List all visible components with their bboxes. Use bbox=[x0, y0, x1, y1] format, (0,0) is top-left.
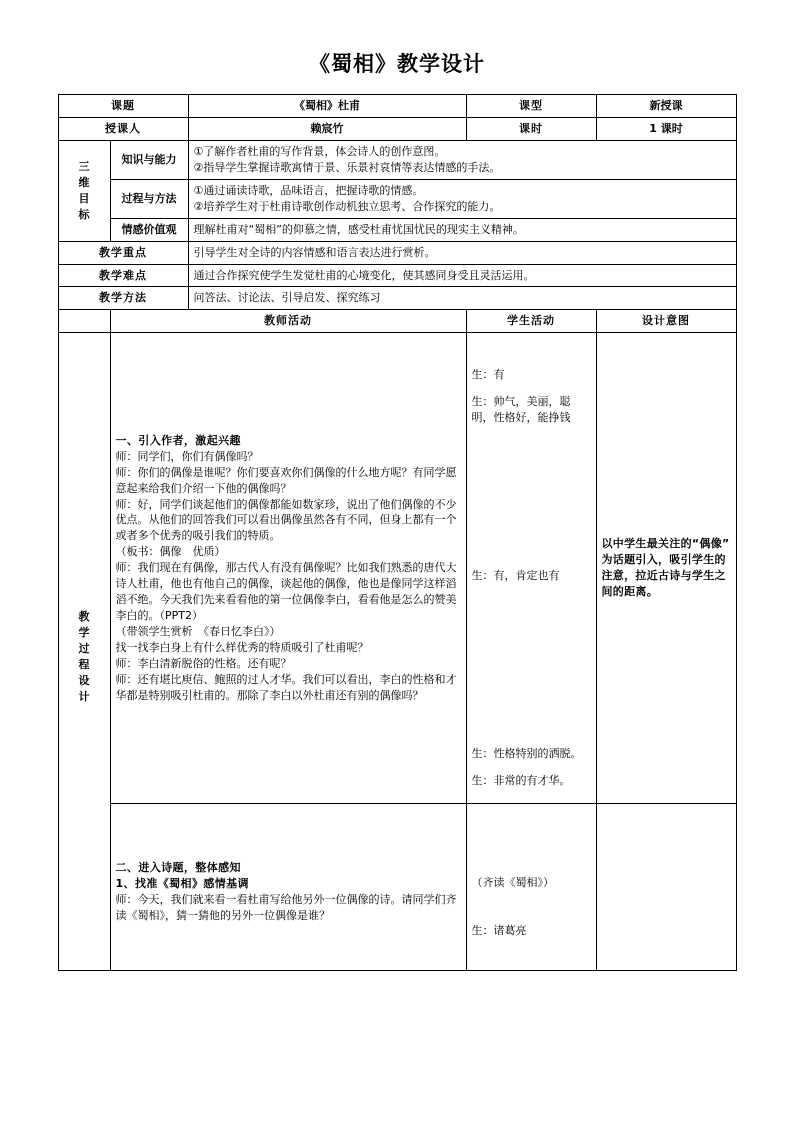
vert-char-3: 程 bbox=[78, 657, 90, 671]
objective-line: ②培养学生对于杜甫诗歌创作动机独立思考、合作探究的能力。 bbox=[193, 199, 501, 213]
objective-line: ②指导学生掌握诗歌寓情于景、乐景衬哀情等表达情感的手法。 bbox=[193, 160, 501, 174]
table-row-teacher bbox=[58, 117, 736, 140]
vert-char-3: 标 bbox=[78, 207, 90, 221]
teacher-paragraph: 师：同学们，你们有偶像吗？ bbox=[115, 449, 259, 463]
table-row-process-header bbox=[58, 310, 736, 333]
vert-char-2: 过 bbox=[78, 641, 90, 655]
student-spacer bbox=[472, 655, 591, 675]
objective-line: ①通过诵读诗歌，品味语言，把握诗歌的情感。 bbox=[193, 183, 424, 197]
teacher-paragraph: （板书：偶像 优质） bbox=[115, 545, 226, 559]
teacher-paragraph: （带领学生赏析 《春日忆李白》） bbox=[115, 625, 281, 639]
teacher-paragraph: 师：我们现在有偶像，那古代人有没有偶像呢？比如我们熟悉的唐代大诗人杜甫，他也有他自己的偶像，谈起他的偶像，他也是像同学这样滔滔不绝。今天我们先来看看他的第一位偶像李白，看看他是怎么的赞美李白的。（PPT2） bbox=[115, 561, 457, 623]
label-teaching-difficulty: 教学难点 bbox=[58, 264, 188, 287]
student-spacer bbox=[472, 457, 591, 477]
objective-line: 理解杜甫对“蜀相”的仰慕之情，感受杜甫忧国忧民的现实主义精神。 bbox=[193, 222, 524, 236]
student-line: 生：有 bbox=[471, 368, 505, 382]
label-process-method: 过程与方法 bbox=[110, 179, 188, 218]
teacher-paragraph: 师：你们的偶像是谁呢？你们要喜欢你们偶像的什么地方呢？有同学愿意起来给我们介绍一下他的偶像吗？ bbox=[115, 465, 457, 495]
table-row-key-point bbox=[58, 241, 736, 264]
student-spacer bbox=[472, 336, 591, 356]
value-period: 1 课时 bbox=[596, 117, 736, 140]
vert-char-2: 目 bbox=[78, 191, 90, 205]
label-subject: 课题 bbox=[58, 95, 188, 118]
value-knowledge-ability bbox=[188, 140, 736, 179]
vert-char-1: 学 bbox=[78, 625, 90, 639]
student-spacer bbox=[472, 635, 591, 655]
student-spacer bbox=[472, 437, 591, 457]
label-teacher: 授课人 bbox=[58, 117, 188, 140]
label-emotion-values: 情感价值观 bbox=[110, 218, 188, 241]
design-intent-section-one: 以中学生最关注的“偶像”为话题引入，吸引学生的注意，拉近古诗与学生之间的距离。 bbox=[596, 333, 736, 804]
student-line: 生：非常的有才华。 bbox=[471, 774, 571, 788]
student-spacer bbox=[472, 695, 591, 715]
table-row-process-section-one bbox=[58, 333, 736, 804]
value-teaching-method: 问答法、讨论法、引导启发、探究练习 bbox=[188, 287, 736, 310]
label-three-dimensional-objectives bbox=[58, 140, 110, 241]
student-line: 生：帅气，美丽，聪明，性格好，能挣钱 bbox=[471, 395, 571, 425]
student-spacer bbox=[472, 537, 591, 557]
student-spacer bbox=[472, 477, 591, 497]
table-row-process-section-two bbox=[58, 804, 736, 971]
objective-line: ①了解作者杜甫的写作背景，体会诗人的创作意图。 bbox=[193, 144, 446, 158]
teacher-paragraph: 师：还有堪比庾信、鲍照的过人才华。我们可以看出，李白的性格和才华都是特别吸引杜甫的。那除了李白以外杜甫还有别的偶像吗？ bbox=[115, 672, 457, 702]
teacher-paragraph: 找一找李白身上有什么样优秀的特质吸引了杜甫呢？ bbox=[115, 640, 369, 654]
process-header-spacer bbox=[58, 310, 110, 333]
student-activity-section-two bbox=[466, 804, 596, 971]
teacher-activity-section-two bbox=[110, 804, 466, 971]
table-row-objective-values bbox=[58, 218, 736, 241]
header-design-intent: 设计意图 bbox=[596, 310, 736, 333]
teacher-paragraph: 师：好，同学们谈起他们的偶像都能如数家珍，说出了他们偶像的不少优点。从他们的回答我们可以看出偶像虽然各有不同，但身上都有一个或者多个优秀的吸引我们的特质。 bbox=[115, 497, 457, 543]
table-row-subject bbox=[58, 95, 736, 118]
student-spacer bbox=[472, 517, 591, 537]
vert-char-4: 设 bbox=[78, 673, 90, 687]
page-title: 《蜀相》教学设计 bbox=[309, 51, 485, 76]
label-period: 课时 bbox=[466, 117, 596, 140]
value-teaching-difficulty: 通过合作探究使学生发觉杜甫的心境变化，使其感同身受且灵活运用。 bbox=[188, 264, 736, 287]
student-spacer bbox=[472, 675, 591, 695]
section-subheading: 1、找准《蜀相》感情基调 bbox=[115, 877, 249, 891]
value-teacher: 赖宸竹 bbox=[188, 117, 466, 140]
label-teaching-key-point: 教学重点 bbox=[58, 241, 188, 264]
vert-spacer bbox=[64, 599, 105, 609]
label-lesson-type: 课型 bbox=[466, 95, 596, 118]
vert-char-0: 教 bbox=[78, 609, 90, 623]
student-spacer bbox=[472, 497, 591, 517]
header-teacher-activity: 教师活动 bbox=[110, 310, 466, 333]
student-line: 生：有，肯定也有 bbox=[471, 569, 560, 583]
student-activity-section-one bbox=[466, 333, 596, 804]
student-spacer bbox=[472, 844, 591, 864]
student-line: （齐读《蜀相》） bbox=[471, 876, 554, 890]
label-teaching-method: 教学方法 bbox=[58, 287, 188, 310]
vert-char-1: 维 bbox=[78, 175, 90, 189]
table-row-difficulty bbox=[58, 264, 736, 287]
design-intent-section-two bbox=[596, 804, 736, 971]
vert-char-0: 三 bbox=[78, 159, 90, 173]
value-teaching-key-point: 引导学生对全诗的内容情感和语言表达进行赏析。 bbox=[188, 241, 736, 264]
section-spacer bbox=[116, 850, 461, 860]
value-subject: 《蜀相》杜甫 bbox=[188, 95, 466, 118]
teacher-paragraph: 师：李白清新脱俗的性格。还有呢？ bbox=[115, 656, 292, 670]
vert-char-5: 计 bbox=[78, 689, 90, 703]
student-spacer bbox=[472, 595, 591, 615]
student-line: 生：性格特别的洒脱。 bbox=[471, 747, 582, 761]
value-emotion-values bbox=[188, 218, 736, 241]
teacher-paragraph: 师：今天，我们就来看一看杜甫写给他另外一位偶像的诗。请同学们齐读《蜀相》，猜一猜他的另外一位偶像是谁？ bbox=[115, 893, 457, 923]
student-spacer bbox=[472, 824, 591, 844]
table-row-objective-process bbox=[58, 179, 736, 218]
header-student-activity: 学生活动 bbox=[466, 310, 596, 333]
student-line: 生：诸葛亮 bbox=[471, 924, 527, 938]
lesson-plan-table bbox=[58, 94, 737, 971]
teacher-activity-section-one bbox=[110, 333, 466, 804]
value-lesson-type: 新授课 bbox=[596, 95, 736, 118]
section-heading: 一、引入作者，激起兴趣 bbox=[115, 433, 241, 447]
student-spacer bbox=[472, 715, 591, 735]
label-knowledge-ability: 知识与能力 bbox=[110, 140, 188, 179]
student-spacer bbox=[472, 615, 591, 635]
section-heading: 二、进入诗题，整体感知 bbox=[115, 861, 241, 875]
student-spacer bbox=[472, 902, 591, 912]
table-row-method bbox=[58, 287, 736, 310]
label-teaching-process-design bbox=[58, 333, 110, 971]
table-row-objective-knowledge bbox=[58, 140, 736, 179]
value-process-method bbox=[188, 179, 736, 218]
